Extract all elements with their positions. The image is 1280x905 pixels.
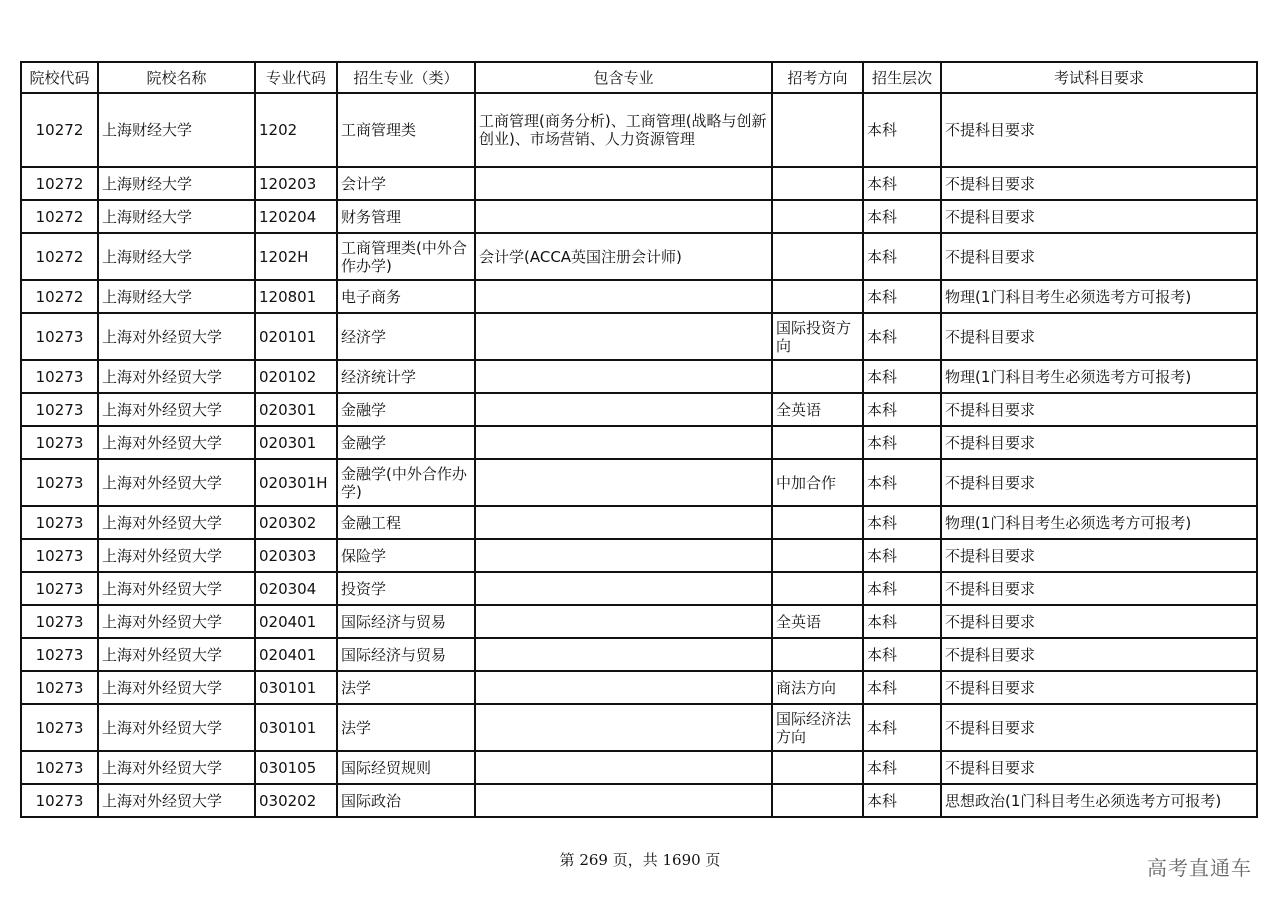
cell-level: 本科 <box>863 638 941 671</box>
cell-level: 本科 <box>863 506 941 539</box>
cell-major: 金融工程 <box>337 506 475 539</box>
cell-school-code: 10273 <box>21 638 98 671</box>
cell-subject-requirement: 不提科目要求 <box>941 93 1257 167</box>
cell-school-code: 10273 <box>21 459 98 506</box>
cell-major-code: 030101 <box>255 704 337 751</box>
cell-major-code: 1202H <box>255 233 337 280</box>
cell-included-majors <box>475 393 772 426</box>
cell-school-name: 上海对外经贸大学 <box>98 638 255 671</box>
cell-direction <box>772 506 863 539</box>
cell-subject-requirement: 不提科目要求 <box>941 751 1257 784</box>
cell-school-code: 10273 <box>21 506 98 539</box>
cell-major-code: 020301H <box>255 459 337 506</box>
cell-major-code: 020303 <box>255 539 337 572</box>
cell-included-majors <box>475 426 772 459</box>
cell-major: 国际政治 <box>337 784 475 817</box>
cell-subject-requirement: 不提科目要求 <box>941 167 1257 200</box>
cell-major-code: 020101 <box>255 313 337 360</box>
cell-direction <box>772 233 863 280</box>
cell-major: 电子商务 <box>337 280 475 313</box>
cell-major: 经济统计学 <box>337 360 475 393</box>
cell-level: 本科 <box>863 751 941 784</box>
cell-school-code: 10273 <box>21 704 98 751</box>
cell-school-code: 10273 <box>21 671 98 704</box>
cell-level: 本科 <box>863 167 941 200</box>
cell-major-code: 020401 <box>255 605 337 638</box>
cell-major-code: 020302 <box>255 506 337 539</box>
cell-school-code: 10273 <box>21 393 98 426</box>
cell-school-code: 10272 <box>21 233 98 280</box>
cell-major-code: 020301 <box>255 393 337 426</box>
cell-level: 本科 <box>863 280 941 313</box>
cell-major: 法学 <box>337 671 475 704</box>
table-row <box>21 671 1257 704</box>
table-row <box>21 393 1257 426</box>
cell-major-code: 030101 <box>255 671 337 704</box>
cell-school-code: 10273 <box>21 539 98 572</box>
table-row <box>21 784 1257 817</box>
cell-direction <box>772 93 863 167</box>
cell-school-code: 10273 <box>21 605 98 638</box>
cell-major: 金融学(中外合作办学) <box>337 459 475 506</box>
cell-school-name: 上海对外经贸大学 <box>98 426 255 459</box>
cell-school-name: 上海对外经贸大学 <box>98 671 255 704</box>
cell-level: 本科 <box>863 426 941 459</box>
header-school-name: 院校名称 <box>98 62 255 93</box>
cell-level: 本科 <box>863 200 941 233</box>
cell-major: 财务管理 <box>337 200 475 233</box>
admissions-table <box>20 61 1258 818</box>
cell-included-majors <box>475 671 772 704</box>
table-row <box>21 506 1257 539</box>
header-major: 招生专业（类） <box>337 62 475 93</box>
cell-major: 国际经济与贸易 <box>337 638 475 671</box>
cell-major: 投资学 <box>337 572 475 605</box>
cell-major-code: 120801 <box>255 280 337 313</box>
cell-included-majors <box>475 572 772 605</box>
cell-level: 本科 <box>863 671 941 704</box>
cell-included-majors <box>475 280 772 313</box>
cell-school-name: 上海对外经贸大学 <box>98 506 255 539</box>
cell-major: 工商管理类 <box>337 93 475 167</box>
watermark-logo: 高考直通车 <box>1147 856 1252 880</box>
cell-school-code: 10273 <box>21 360 98 393</box>
cell-major: 国际经济与贸易 <box>337 605 475 638</box>
cell-major-code: 020304 <box>255 572 337 605</box>
header-school-code: 院校代码 <box>21 62 98 93</box>
cell-major: 经济学 <box>337 313 475 360</box>
cell-school-name: 上海财经大学 <box>98 93 255 167</box>
cell-direction <box>772 200 863 233</box>
cell-level: 本科 <box>863 233 941 280</box>
cell-major: 法学 <box>337 704 475 751</box>
cell-school-name: 上海对外经贸大学 <box>98 313 255 360</box>
cell-subject-requirement: 物理(1门科目考生必须选考方可报考) <box>941 360 1257 393</box>
cell-major-code: 030105 <box>255 751 337 784</box>
cell-direction <box>772 784 863 817</box>
cell-level: 本科 <box>863 360 941 393</box>
cell-included-majors: 工商管理(商务分析)、工商管理(战略与创新创业)、市场营销、人力资源管理 <box>475 93 772 167</box>
cell-included-majors <box>475 784 772 817</box>
cell-included-majors <box>475 200 772 233</box>
cell-school-name: 上海对外经贸大学 <box>98 784 255 817</box>
cell-major-code: 020102 <box>255 360 337 393</box>
cell-level: 本科 <box>863 393 941 426</box>
cell-subject-requirement: 不提科目要求 <box>941 638 1257 671</box>
cell-school-name: 上海对外经贸大学 <box>98 605 255 638</box>
cell-included-majors <box>475 313 772 360</box>
table-row <box>21 360 1257 393</box>
table-row <box>21 93 1257 167</box>
cell-level: 本科 <box>863 572 941 605</box>
table-row <box>21 426 1257 459</box>
cell-subject-requirement: 不提科目要求 <box>941 459 1257 506</box>
header-level: 招生层次 <box>863 62 941 93</box>
cell-major-code: 120204 <box>255 200 337 233</box>
cell-direction <box>772 360 863 393</box>
cell-school-code: 10273 <box>21 313 98 360</box>
cell-major-code: 120203 <box>255 167 337 200</box>
cell-major-code: 030202 <box>255 784 337 817</box>
cell-direction: 国际经济法方向 <box>772 704 863 751</box>
cell-included-majors <box>475 167 772 200</box>
cell-school-code: 10272 <box>21 200 98 233</box>
cell-included-majors <box>475 605 772 638</box>
cell-school-code: 10272 <box>21 280 98 313</box>
header-subject-requirement: 考试科目要求 <box>941 62 1257 93</box>
cell-school-name: 上海对外经贸大学 <box>98 539 255 572</box>
cell-included-majors <box>475 360 772 393</box>
cell-subject-requirement: 不提科目要求 <box>941 572 1257 605</box>
cell-school-name: 上海对外经贸大学 <box>98 459 255 506</box>
cell-major: 国际经贸规则 <box>337 751 475 784</box>
cell-school-name: 上海财经大学 <box>98 233 255 280</box>
table-row <box>21 200 1257 233</box>
cell-level: 本科 <box>863 93 941 167</box>
cell-included-majors <box>475 459 772 506</box>
cell-direction: 国际投资方向 <box>772 313 863 360</box>
cell-included-majors: 会计学(ACCA英国注册会计师) <box>475 233 772 280</box>
cell-included-majors <box>475 751 772 784</box>
page-number: 第 269 页，共 1690 页 <box>559 851 721 869</box>
cell-direction <box>772 280 863 313</box>
cell-school-name: 上海对外经贸大学 <box>98 704 255 751</box>
cell-subject-requirement: 不提科目要求 <box>941 671 1257 704</box>
cell-major: 会计学 <box>337 167 475 200</box>
cell-school-code: 10273 <box>21 784 98 817</box>
table-row <box>21 704 1257 751</box>
header-direction: 招考方向 <box>772 62 863 93</box>
cell-level: 本科 <box>863 459 941 506</box>
cell-subject-requirement: 不提科目要求 <box>941 539 1257 572</box>
cell-level: 本科 <box>863 605 941 638</box>
table-row <box>21 313 1257 360</box>
cell-school-name: 上海对外经贸大学 <box>98 572 255 605</box>
table-row <box>21 605 1257 638</box>
cell-subject-requirement: 不提科目要求 <box>941 605 1257 638</box>
cell-level: 本科 <box>863 704 941 751</box>
table-row <box>21 459 1257 506</box>
table-row <box>21 539 1257 572</box>
cell-major: 保险学 <box>337 539 475 572</box>
cell-school-name: 上海财经大学 <box>98 280 255 313</box>
cell-school-code: 10273 <box>21 426 98 459</box>
table-row <box>21 167 1257 200</box>
cell-level: 本科 <box>863 313 941 360</box>
cell-direction <box>772 426 863 459</box>
cell-level: 本科 <box>863 539 941 572</box>
cell-school-code: 10272 <box>21 93 98 167</box>
cell-direction <box>772 638 863 671</box>
cell-included-majors <box>475 704 772 751</box>
cell-included-majors <box>475 506 772 539</box>
table-row <box>21 572 1257 605</box>
cell-school-name: 上海对外经贸大学 <box>98 360 255 393</box>
cell-school-code: 10273 <box>21 751 98 784</box>
cell-school-name: 上海财经大学 <box>98 167 255 200</box>
cell-direction <box>772 751 863 784</box>
cell-direction <box>772 167 863 200</box>
cell-direction: 全英语 <box>772 393 863 426</box>
cell-subject-requirement: 不提科目要求 <box>941 426 1257 459</box>
cell-school-code: 10273 <box>21 572 98 605</box>
cell-direction <box>772 572 863 605</box>
cell-included-majors <box>475 638 772 671</box>
cell-subject-requirement: 不提科目要求 <box>941 313 1257 360</box>
cell-subject-requirement: 不提科目要求 <box>941 233 1257 280</box>
cell-major: 金融学 <box>337 393 475 426</box>
cell-subject-requirement: 不提科目要求 <box>941 393 1257 426</box>
cell-school-name: 上海对外经贸大学 <box>98 751 255 784</box>
cell-major: 金融学 <box>337 426 475 459</box>
table-row <box>21 233 1257 280</box>
table-row <box>21 280 1257 313</box>
table-row <box>21 751 1257 784</box>
header-major-code: 专业代码 <box>255 62 337 93</box>
cell-major-code: 020301 <box>255 426 337 459</box>
cell-subject-requirement: 物理(1门科目考生必须选考方可报考) <box>941 506 1257 539</box>
cell-subject-requirement: 不提科目要求 <box>941 704 1257 751</box>
table-header-row <box>21 62 1257 93</box>
cell-level: 本科 <box>863 784 941 817</box>
cell-direction <box>772 539 863 572</box>
cell-included-majors <box>475 539 772 572</box>
cell-subject-requirement: 思想政治(1门科目考生必须选考方可报考) <box>941 784 1257 817</box>
cell-major-code: 1202 <box>255 93 337 167</box>
cell-school-code: 10272 <box>21 167 98 200</box>
header-included-majors: 包含专业 <box>475 62 772 93</box>
cell-direction: 中加合作 <box>772 459 863 506</box>
cell-major: 工商管理类(中外合作办学) <box>337 233 475 280</box>
cell-school-name: 上海财经大学 <box>98 200 255 233</box>
cell-direction: 全英语 <box>772 605 863 638</box>
cell-subject-requirement: 物理(1门科目考生必须选考方可报考) <box>941 280 1257 313</box>
cell-major-code: 020401 <box>255 638 337 671</box>
table-row <box>21 638 1257 671</box>
cell-school-name: 上海对外经贸大学 <box>98 393 255 426</box>
cell-subject-requirement: 不提科目要求 <box>941 200 1257 233</box>
cell-direction: 商法方向 <box>772 671 863 704</box>
